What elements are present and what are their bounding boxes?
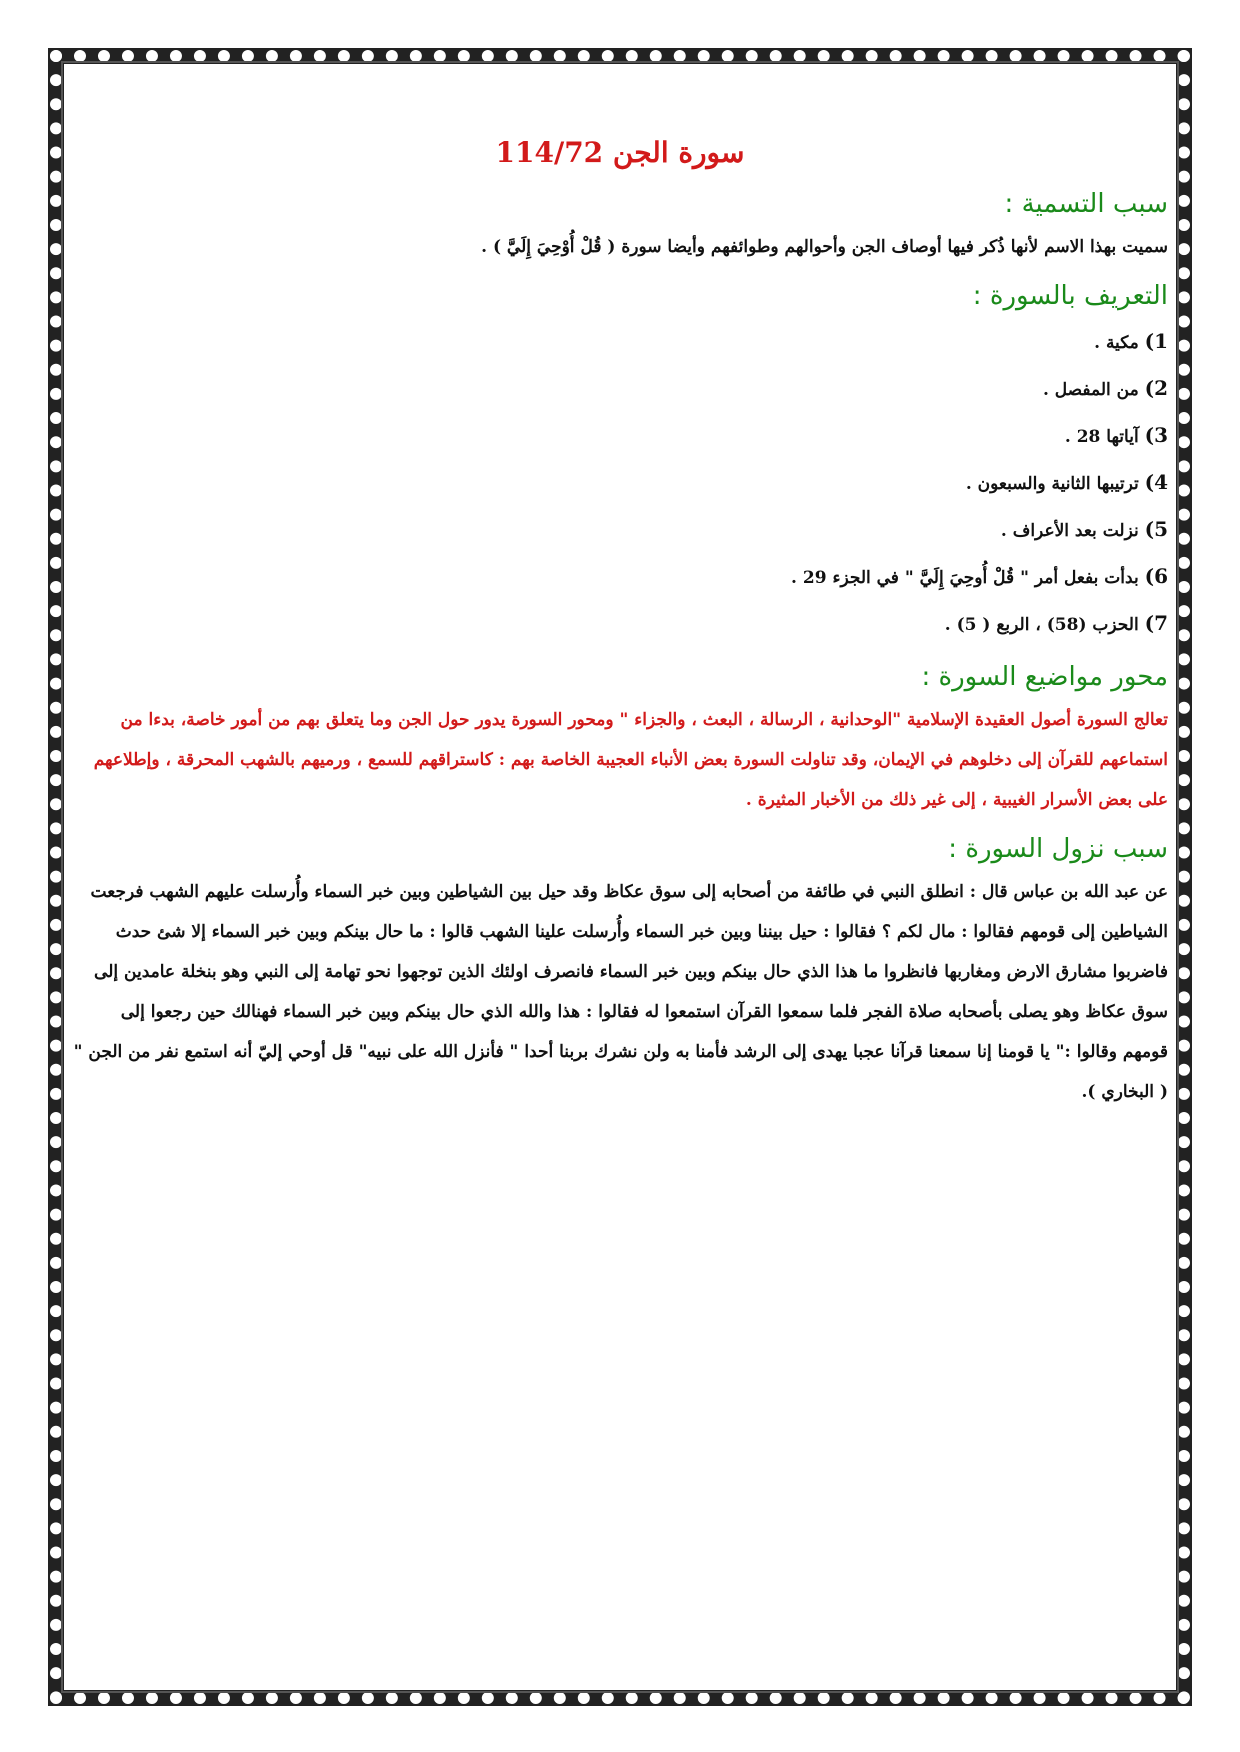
revelation-heading: سبب نزول السورة : xyxy=(948,834,1168,864)
document-body xyxy=(72,110,1168,1112)
revelation-text: عن عبد الله بن عباس قال : انطلق النبي في طائفة من أصحابه إلى سوق عكاظ وقد حيل بين الشياطين وبين خبر السماء وأُرسلت عليهم الشهب فرجعت الشياطين إلى قومهم فقالوا : مال لكم ؟ فقالوا : حيل بيننا وبين خبر السماء وأُرسلت علينا الشهب قالوا : ما حال بينكم وبين خبر السماء إلا شئ حدث فاضربوا مشارق الارض ومغاربها فانظروا ما هذا الذي حال بينكم وبين خبر السماء فانصرف اولئك الذين توجهوا نحو تهامة إلى النبي وهو بنخلة عامدين إلى سوق عكاظ وهو يصلى بأصحابه صلاة الفجر فلما سمعوا القرآن استمعوا له فقالوا : هذا والله الذي حال بينكم وبين خبر السماء فهنالك حين رجعوا إلى قومهم وقالوا :" يا قومنا إنا سمعنا قرآنا عجبا يهدى إلى الرشد فأمنا به ولن نشرك بربنا أحدا " فأنزل الله على نبيه" قل أوحي إليّ أنه استمع نفر من الجن " ( البخاري ). xyxy=(73,882,1168,1102)
list-item: 1) مكية . xyxy=(1094,329,1168,353)
intro-heading: التعريف بالسورة : xyxy=(972,281,1168,311)
list-item: 2) من المفصل . xyxy=(1042,376,1168,400)
list-item: 4) ترتيبها الثانية والسبعون . xyxy=(965,470,1168,494)
intro-list xyxy=(72,319,1168,648)
surah-title: سورة الجن 114/72 xyxy=(495,136,745,169)
list-item: 7) الحزب (58) ، الربع ( 5) . xyxy=(944,611,1168,635)
axis-heading: محور مواضيع السورة : xyxy=(921,662,1168,692)
list-item: 6) بدأت بفعل أمر " قُلْ أُوحِيَ إِلَيَّ " في الجزء 29 . xyxy=(791,564,1168,588)
list-item: 3) آياتها 28 . xyxy=(1064,423,1168,447)
naming-heading: سبب التسمية : xyxy=(1004,189,1168,219)
naming-text: سميت بهذا الاسم لأنها ذُكر فيها أوصاف الجن وأحوالهم وطوائفهم وأيضا سورة ( قُلْ أُوْحِيَ إِلَيَّ ) . xyxy=(481,237,1168,257)
list-item: 5) نزلت بعد الأعراف . xyxy=(1000,517,1168,541)
axis-text: تعالج السورة أصول العقيدة الإسلامية "الوحدانية ، الرسالة ، البعث ، والجزاء " ومحور السورة يدور حول الجن وما يتعلق بهم من أمور خاصة، بدءا من استماعهم للقرآن إلى دخلوهم في الإيمان، وقد تناولت السورة بعض الأنباء العجيبة الخاصة بهم : كاستراقهم للسمع ، ورميهم بالشهب المحرقة ، وإطلاعهم على بعض الأسرار الغيبية ، إلى غير ذلك من الأخبار المثيرة . xyxy=(93,710,1168,810)
